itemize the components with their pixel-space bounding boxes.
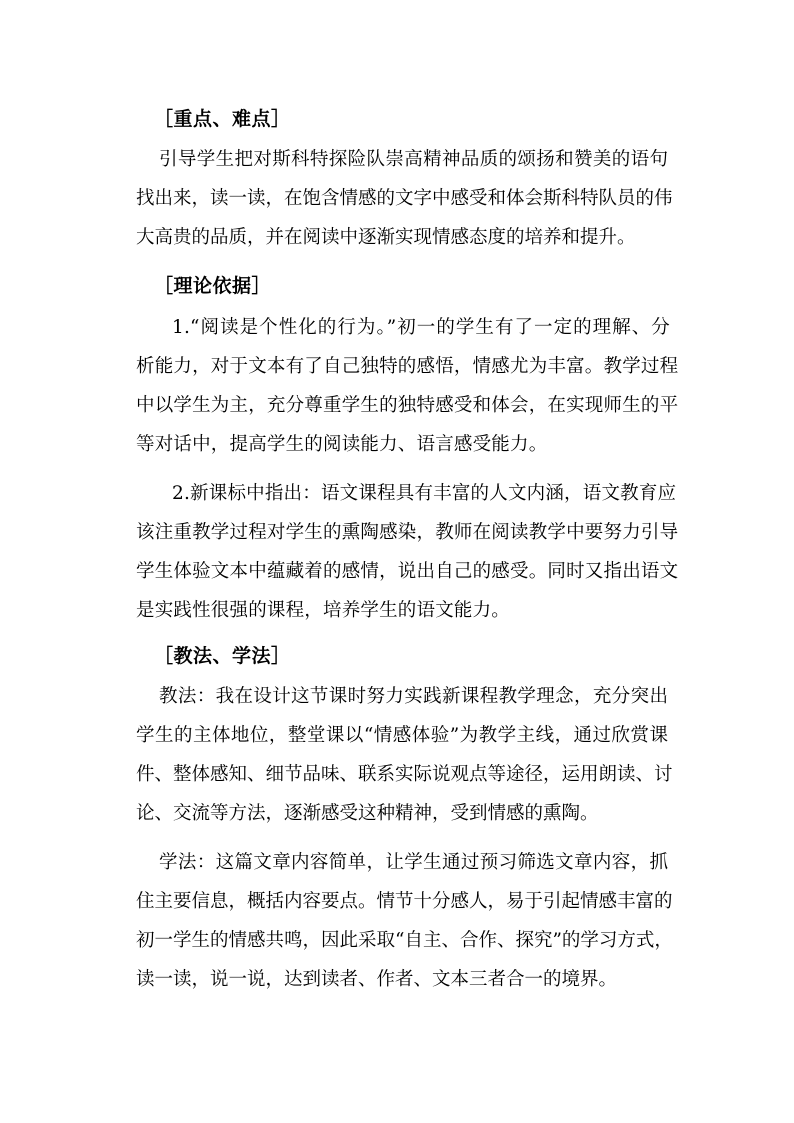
text-line: 学法：这篇文章内容简单，让学生通过预习筛选文章内容，抓 <box>159 852 668 873</box>
text-line: 住主要信息，概括内容要点。情节十分感人，易于引起情感丰富的 <box>136 891 673 912</box>
heading-theory-basis: ［理论依据］ <box>154 275 272 297</box>
paragraph-theory-item-2 <box>136 474 679 630</box>
text-line: 析能力，对于文本有了自己独特的感悟，情感尤为丰富。教学过程 <box>136 356 679 377</box>
text-line: 件、整体感知、细节品味、联系实际说观点等途径，运用朗读、讨 <box>136 764 673 785</box>
text-line: 引导学生把对斯科特探险队崇高精神品质的颂扬和赞美的语句 <box>159 149 668 170</box>
paragraph-teaching-method <box>136 677 673 833</box>
text-line: 1.“阅读是个性化的行为。”初一的学生有了一定的理解、分 <box>172 317 670 338</box>
text-line: 该注重教学过程对学生的熏陶感染，教师在阅读教学中要努力引导 <box>136 522 679 543</box>
text-line: 是实践性很强的课程，培养学生的语文能力。 <box>136 600 511 621</box>
text-line: 初一学生的情感共鸣，因此采取“自主、合作、探究”的学习方式， <box>136 930 673 951</box>
heading-methods: ［教法、学法］ <box>154 645 291 667</box>
text-line: 大高贵的品质，并在阅读中逐渐实现情感态度的培养和提升。 <box>136 227 636 248</box>
paragraph-key-points <box>136 140 673 257</box>
text-line: 中以学生为主，充分尊重学生的独特感受和体会，在实现师生的平 <box>136 395 679 416</box>
heading-key-points: ［重点、难点］ <box>154 108 291 130</box>
text-line: 教法：我在设计这节课时努力实践新课程教学理念，充分突出 <box>159 686 668 707</box>
text-line: 2.新课标中指出：语文课程具有丰富的人文内涵，语文教育应 <box>172 483 677 504</box>
text-line: 学生的主体地位，整堂课以“情感体验”为教学主线，通过欣赏课 <box>136 725 668 746</box>
paragraph-learning-method <box>136 843 673 999</box>
text-line: 学生体验文本中蕴藏着的感情，说出自己的感受。同时又指出语文 <box>136 561 679 582</box>
text-line: 找出来，读一读，在饱含情感的文字中感受和体会斯科特队员的伟 <box>136 188 673 209</box>
paragraph-theory-item-1 <box>136 308 679 464</box>
text-line: 等对话中，提高学生的阅读能力、语言感受能力。 <box>136 434 548 455</box>
text-line: 读一读，说一说，达到读者、作者、文本三者合一的境界。 <box>136 969 618 990</box>
text-line: 论、交流等方法，逐渐感受这种精神，受到情感的熏陶。 <box>136 803 599 824</box>
